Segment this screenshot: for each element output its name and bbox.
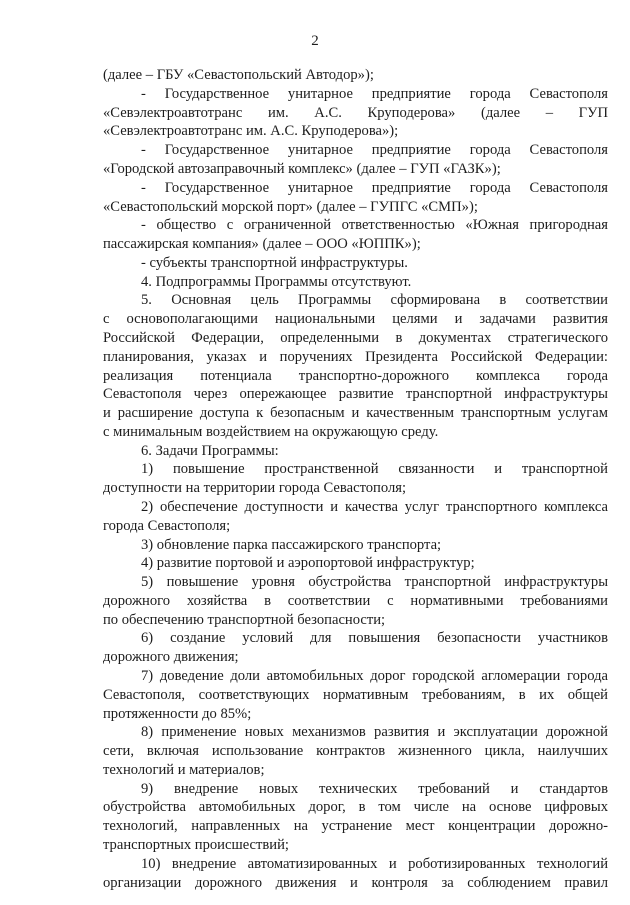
text-line: дорожного хозяйства в соответствии с нормативными требованиями: [103, 592, 608, 609]
text-line: 8) применение новых механизмов развития и эксплуатации дорожной: [141, 724, 608, 741]
text-line: 4. Подпрограммы Программы отсутствуют.: [141, 273, 412, 290]
text-line: протяженности до 85%;: [103, 705, 252, 722]
text-line: 4) развитие портовой и аэропортовой инфраструктур;: [141, 555, 475, 572]
text-line: 6) создание условий для повышения безопасности участников: [141, 630, 608, 647]
text-line: «Севастопольский морской порт» (далее – ГУПГС «СМП»);: [103, 198, 478, 215]
text-line: - Государственное унитарное предприятие города Севастополя: [141, 179, 608, 196]
text-line: технологий и материалов;: [103, 761, 265, 778]
text-line: сети, включая использование контрактов жизненного цикла, наилучших: [103, 743, 608, 760]
text-line: Севастополя, соответствующих нормативным требованиям, в их общей: [103, 686, 608, 703]
text-line: по обеспечению транспортной безопасности;: [103, 611, 386, 628]
text-line: Российской Федерации, определенными в документах стратегического: [103, 329, 608, 346]
text-line: - Государственное унитарное предприятие города Севастополя: [141, 85, 608, 102]
text-line: 2) обеспечение доступности и качества услуг транспортного комплекса: [141, 498, 608, 515]
text-line: с основополагающими национальными целями и задачами развития: [103, 311, 608, 328]
text-line: организации дорожного движения и контроля за соблюдением правил: [103, 874, 608, 891]
text-line: «Севэлектроавтотранс им. А.С. Круподерова»);: [103, 123, 399, 140]
text-line: планирования, указах и поручениях Президента Российской Федерации:: [103, 348, 608, 365]
text-line: - общество с ограниченной ответственностью «Южная пригородная: [141, 217, 608, 234]
text-line: 1) повышение пространственной связанности и транспортной: [141, 461, 608, 478]
page-number: 2: [311, 33, 319, 49]
text-line: - субъекты транспортной инфраструктуры.: [141, 254, 408, 271]
text-line: города Севастополя;: [103, 517, 231, 534]
text-line: 9) внедрение новых технических требований и стандартов: [141, 780, 608, 797]
text-line: 6. Задачи Программы:: [141, 442, 279, 459]
text-line: 5. Основная цель Программы сформирована в соответствии: [141, 292, 608, 309]
text-line: «Севэлектроавтотранс им. А.С. Круподерова» (далее – ГУП: [103, 104, 608, 121]
text-line: реализация потенциала транспортно-дорожного комплекса города: [103, 367, 608, 384]
text-line: 10) внедрение автоматизированных и роботизированных технологий: [141, 855, 608, 872]
text-line: (далее – ГБУ «Севастопольский Автодор»);: [103, 67, 374, 83]
text-line: дорожного движения;: [103, 649, 239, 666]
text-line: «Городской автозаправочный комплекс» (далее – ГУП «ГАЗК»);: [103, 160, 501, 177]
text-line: доступности на территории города Севастополя;: [103, 480, 407, 497]
text-line: с минимальным воздействием на окружающую среду.: [103, 423, 439, 440]
text-line: - Государственное унитарное предприятие города Севастополя: [141, 142, 608, 159]
text-line: Севастополя через опережающее развитие транспортной инфраструктуры: [103, 386, 608, 403]
text-line: технологий, направленных на устранение мест концентрации дорожно-: [103, 818, 608, 835]
text-line: обустройства автомобильных дорог, в том числе на основе цифровых: [103, 799, 608, 816]
text-line: 5) повышение уровня обустройства транспортной инфраструктуры: [141, 574, 608, 591]
text-line: 7) доведение доли автомобильных дорог городской агломерации города: [141, 668, 608, 684]
text-line: 3) обновление парка пассажирского транспорта;: [141, 536, 442, 553]
text-line: и расширение доступа к безопасным и качественным транспортным услугам: [103, 405, 608, 421]
text-line: пассажирская компания» (далее – ООО «ЮППК»);: [103, 236, 421, 252]
text-line: транспортных происшествий;: [103, 837, 289, 853]
